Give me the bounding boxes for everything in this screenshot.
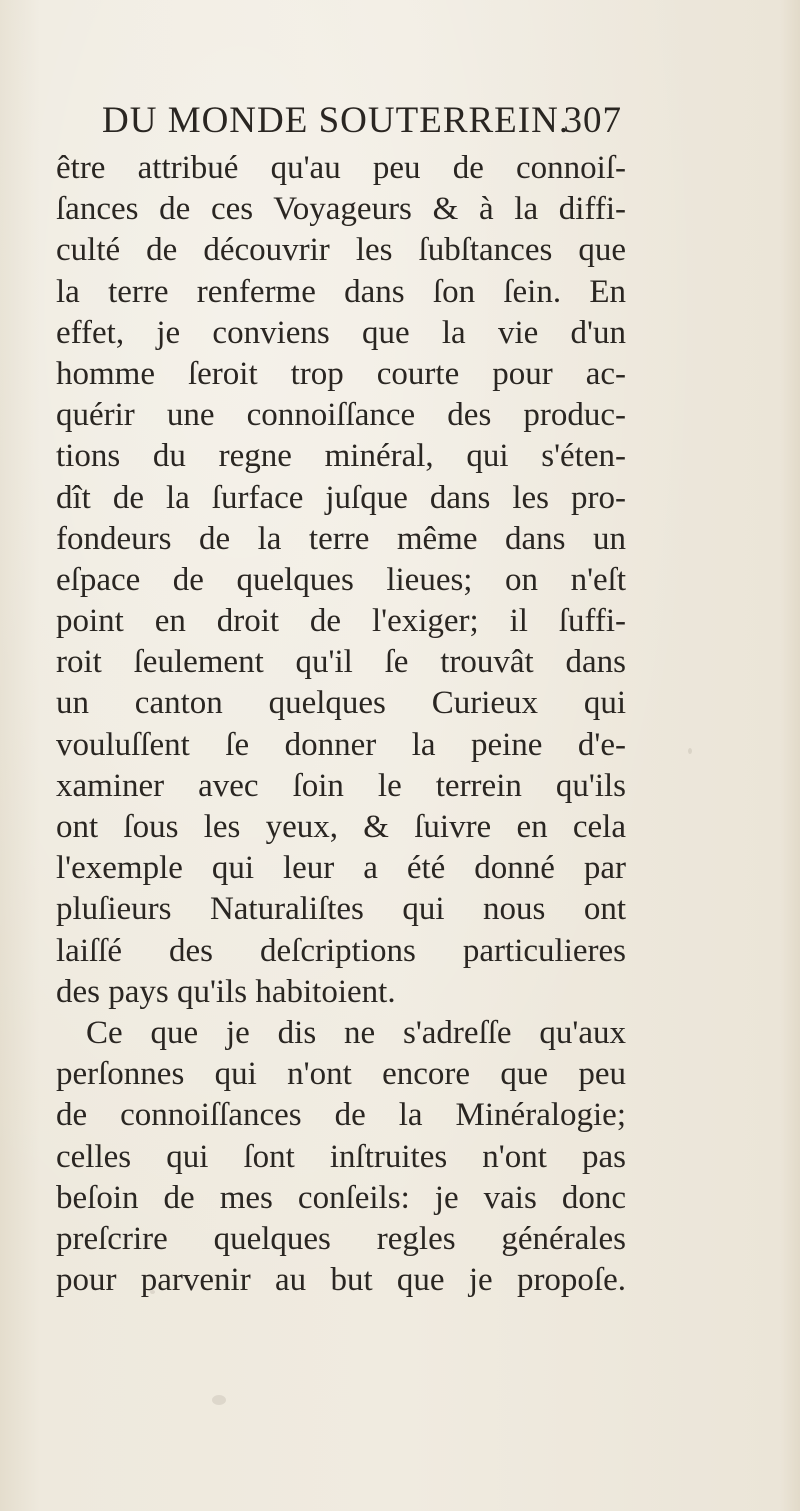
text-line: de connoiſſances de la Minéralogie;: [56, 1097, 626, 1134]
text-line: ont ſous les yeux, & ſuivre en cela: [56, 809, 626, 845]
text-line: vouluſſent ſe donner la peine d'e-: [56, 726, 626, 763]
text-line: dît de la ſurface juſque dans les pro-: [56, 479, 626, 516]
body-text: [56, 148, 626, 1301]
text-line: laiſſé des deſcriptions particulieres: [56, 932, 626, 969]
text-line: fondeurs de la terre même dans un: [56, 520, 626, 557]
text-line: ſances de ces Voyageurs & à la diffi-: [56, 191, 626, 228]
text-line: quérir une connoiſſance des produc-: [56, 397, 626, 434]
paper-speck: [688, 748, 692, 754]
text-line: culté de découvrir les ſubſtances que: [56, 232, 626, 269]
text-line: l'exemple qui leur a été donné par: [56, 850, 626, 887]
text-line: la terre renferme dans ſon ſein. En: [56, 273, 626, 310]
text-line: des pays qu'ils habitoient.: [56, 973, 396, 1010]
text-line: un canton quelques Curieux qui: [56, 685, 626, 722]
text-line: celles qui ſont inſtruites n'ont pas: [56, 1138, 626, 1175]
text-line: effet, je conviens que la vie d'un: [56, 314, 626, 351]
text-line: pour parvenir au but que je propoſe.: [56, 1262, 626, 1299]
text-line: perſonnes qui n'ont encore que peu: [56, 1056, 626, 1093]
text-line: être attribué qu'au peu de connoiſ-: [56, 150, 626, 186]
text-line: Ce que je dis ne s'adreſſe qu'aux: [86, 1014, 626, 1051]
text-line: point en droit de l'exiger; il ſuffi-: [56, 603, 626, 640]
page-number: 307: [563, 100, 622, 141]
paper-speck: [212, 1395, 226, 1405]
running-title: DU MONDE SOUTERREIN.: [102, 100, 570, 141]
running-header: [102, 96, 622, 146]
text-line: pluſieurs Naturaliſtes qui nous ont: [56, 891, 626, 928]
text-line: eſpace de quelques lieues; on n'eſt: [56, 561, 626, 598]
text-line: homme ſeroit trop courte pour ac-: [56, 355, 626, 392]
paper-speck: [150, 1290, 155, 1294]
text-line: beſoin de mes conſeils: je vais donc: [56, 1179, 626, 1216]
text-line: roit ſeulement qu'il ſe trouvât dans: [56, 644, 626, 681]
text-line: xaminer avec ſoin le terrein qu'ils: [56, 767, 626, 804]
text-line: preſcrire quelques regles générales: [56, 1220, 626, 1257]
text-line: tions du regne minéral, qui s'éten-: [56, 438, 626, 475]
